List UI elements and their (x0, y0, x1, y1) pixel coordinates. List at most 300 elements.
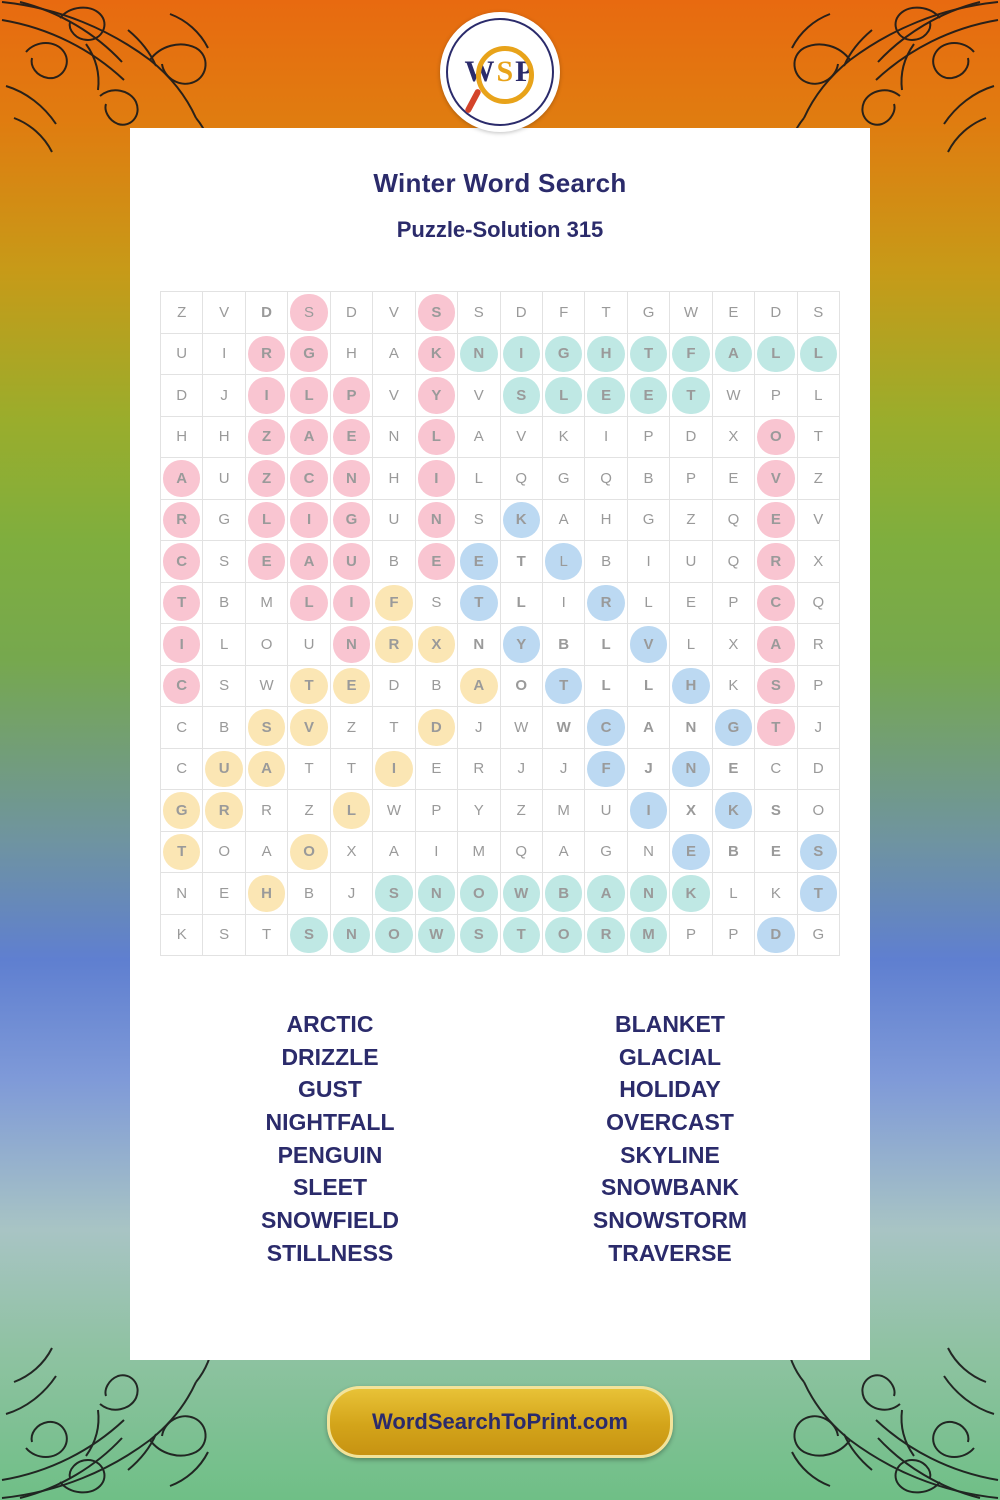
grid-letter: T (516, 552, 526, 570)
grid-letter: N (430, 511, 442, 529)
grid-letter: O (303, 843, 315, 861)
grid-cell (500, 416, 542, 458)
grid-cell (755, 873, 797, 915)
grid-cell (797, 333, 839, 375)
grid-letter: T (601, 303, 611, 321)
grid-letter: L (346, 801, 357, 819)
grid-cell (415, 831, 457, 873)
grid-letter: S (770, 677, 781, 695)
grid-cell (288, 748, 330, 790)
grid-cell (585, 416, 627, 458)
grid-letter: D (770, 303, 782, 321)
grid-cell (245, 541, 287, 583)
grid-cell (627, 582, 669, 624)
grid-row (161, 748, 840, 790)
grid-cell (670, 333, 712, 375)
grid-cell (755, 458, 797, 500)
grid-cell (373, 333, 415, 375)
grid-letter: E (601, 386, 612, 404)
grid-cell (458, 748, 500, 790)
grid-cell (373, 914, 415, 956)
grid-cell (288, 416, 330, 458)
grid-cell (797, 914, 839, 956)
grid-letter: S (304, 926, 315, 944)
grid-cell (161, 914, 203, 956)
grid-cell (712, 873, 754, 915)
grid-row (161, 458, 840, 500)
grid-cell (458, 790, 500, 832)
grid-cell (755, 665, 797, 707)
grid-letter: A (770, 635, 782, 653)
word-list-item: BLANKET (615, 1011, 725, 1037)
word-search-grid-wrapper (160, 291, 840, 956)
grid-letter: T (686, 386, 696, 404)
grid-cell (712, 333, 754, 375)
grid-letter: F (601, 760, 611, 778)
grid-letter: G (303, 345, 315, 363)
grid-cell (458, 707, 500, 749)
grid-letter: A (600, 884, 612, 902)
grid-letter: N (346, 469, 357, 487)
grid-cell (415, 541, 457, 583)
grid-cell (542, 914, 584, 956)
grid-cell (161, 873, 203, 915)
grid-cell (203, 873, 245, 915)
grid-letter: Z (516, 801, 526, 819)
grid-cell (500, 831, 542, 873)
grid-letter: X (813, 552, 824, 570)
grid-cell (755, 790, 797, 832)
grid-cell (373, 831, 415, 873)
grid-cell (458, 458, 500, 500)
grid-letter: X (685, 801, 696, 819)
grid-cell (330, 831, 372, 873)
grid-cell (670, 375, 712, 417)
grid-letter: S (473, 926, 484, 944)
grid-cell (458, 873, 500, 915)
grid-cell (500, 790, 542, 832)
grid-letter: V (473, 386, 484, 404)
grid-cell (161, 541, 203, 583)
grid-letter: T (177, 594, 187, 612)
grid-letter: Y (516, 635, 527, 653)
grid-letter: W (514, 884, 529, 902)
grid-letter: Y (473, 801, 484, 819)
grid-cell (712, 914, 754, 956)
grid-cell (670, 458, 712, 500)
grid-letter: L (304, 594, 314, 612)
grid-letter: B (219, 718, 230, 736)
grid-row (161, 790, 840, 832)
grid-cell (585, 582, 627, 624)
grid-letter: M (557, 801, 570, 819)
grid-cell (373, 790, 415, 832)
grid-letter: A (727, 345, 739, 363)
grid-cell (373, 375, 415, 417)
grid-letter: R (388, 635, 400, 653)
grid-row (161, 292, 840, 334)
grid-cell (288, 831, 330, 873)
grid-cell (203, 790, 245, 832)
grid-cell (203, 499, 245, 541)
grid-letter: J (347, 884, 356, 902)
grid-letter: L (686, 635, 696, 653)
grid-cell (585, 790, 627, 832)
grid-cell (500, 914, 542, 956)
grid-letter: E (261, 552, 272, 570)
grid-letter: P (813, 677, 824, 695)
grid-cell (415, 375, 457, 417)
grid-letter: I (349, 594, 354, 612)
grid-cell (458, 375, 500, 417)
grid-cell (288, 541, 330, 583)
grid-letter: L (729, 884, 738, 902)
grid-letter: C (770, 594, 782, 612)
word-list-column-right (520, 1008, 820, 1269)
grid-cell (500, 624, 542, 666)
grid-letter: O (260, 635, 273, 653)
grid-row (161, 416, 840, 458)
grid-letter: I (391, 760, 396, 778)
grid-letter: U (346, 552, 357, 570)
grid-cell (330, 416, 372, 458)
grid-row (161, 624, 840, 666)
word-list-item: HOLIDAY (619, 1076, 721, 1103)
grid-letter: A (558, 511, 569, 529)
grid-cell (415, 665, 457, 707)
grid-cell (797, 748, 839, 790)
grid-cell (415, 790, 457, 832)
grid-cell (288, 624, 330, 666)
grid-cell (712, 375, 754, 417)
grid-row (161, 375, 840, 417)
grid-cell (500, 333, 542, 375)
grid-cell (627, 665, 669, 707)
grid-cell (670, 665, 712, 707)
grid-letter: O (812, 801, 825, 819)
grid-letter: M (642, 926, 655, 944)
grid-cell (755, 707, 797, 749)
grid-letter: S (473, 511, 484, 529)
grid-cell (627, 790, 669, 832)
grid-cell (415, 458, 457, 500)
grid-cell (245, 416, 287, 458)
grid-cell (627, 873, 669, 915)
magnifier-handle-icon (464, 88, 482, 114)
grid-cell (288, 499, 330, 541)
grid-letter: H (176, 428, 188, 446)
word-list-item: SNOWSTORM (592, 1206, 748, 1233)
grid-letter: A (558, 843, 569, 861)
grid-letter: O (515, 677, 528, 695)
grid-cell (542, 333, 584, 375)
grid-letter: J (814, 718, 823, 736)
grid-cell (755, 624, 797, 666)
grid-cell (755, 499, 797, 541)
grid-letter: I (179, 635, 184, 653)
grid-cell (797, 416, 839, 458)
grid-letter: B (304, 884, 315, 902)
grid-cell (585, 665, 627, 707)
grid-letter: O (218, 843, 230, 861)
grid-letter: R (261, 345, 273, 363)
grid-letter: H (388, 469, 400, 487)
word-list-item: TRAVERSE (608, 1239, 732, 1266)
grid-cell (288, 790, 330, 832)
grid-letter: B (219, 594, 230, 612)
grid-letter: L (813, 345, 823, 363)
grid-letter: E (770, 511, 781, 529)
grid-letter: U (176, 345, 188, 363)
grid-letter: W (726, 386, 741, 404)
grid-cell (288, 582, 330, 624)
grid-letter: F (389, 594, 399, 612)
grid-letter: T (643, 345, 654, 363)
grid-cell (330, 458, 372, 500)
grid-letter: E (346, 677, 357, 695)
grid-letter: C (176, 760, 188, 778)
grid-cell (585, 458, 627, 500)
grid-cell (203, 292, 245, 334)
grid-letter: V (643, 635, 654, 653)
grid-letter: T (304, 760, 314, 778)
grid-cell (797, 375, 839, 417)
grid-letter: D (346, 303, 357, 321)
grid-cell (288, 873, 330, 915)
grid-letter: L (644, 594, 653, 612)
grid-cell (245, 914, 287, 956)
grid-letter: C (176, 718, 188, 736)
word-list-item: STILLNESS (266, 1239, 394, 1266)
grid-cell (755, 748, 797, 790)
grid-letter: T (389, 718, 399, 736)
grid-cell (500, 707, 542, 749)
grid-cell (415, 292, 457, 334)
grid-letter: N (346, 635, 357, 653)
grid-letter: I (434, 843, 439, 861)
grid-letter: X (431, 635, 442, 653)
grid-letter: P (728, 926, 739, 944)
word-list-item: NIGHTFALL (265, 1108, 395, 1135)
grid-cell (542, 375, 584, 417)
grid-letter: W (556, 718, 571, 736)
grid-letter: J (475, 718, 483, 736)
grid-letter: Z (262, 469, 272, 487)
grid-letter: L (219, 635, 229, 653)
grid-letter: W (514, 718, 529, 736)
grid-cell (458, 416, 500, 458)
grid-cell (755, 375, 797, 417)
grid-letter: O (472, 884, 485, 902)
grid-cell (627, 831, 669, 873)
grid-letter: A (303, 552, 315, 570)
grid-cell (627, 541, 669, 583)
grid-cell (330, 375, 372, 417)
grid-letter: X (728, 635, 739, 653)
grid-cell (585, 914, 627, 956)
grid-cell (542, 416, 584, 458)
grid-cell (627, 416, 669, 458)
grid-letter: I (306, 511, 312, 529)
grid-letter: P (643, 428, 654, 446)
grid-cell (458, 499, 500, 541)
grid-letter: G (345, 511, 358, 529)
grid-cell (458, 624, 500, 666)
grid-cell (712, 541, 754, 583)
grid-letter: Q (812, 594, 825, 612)
grid-cell (288, 333, 330, 375)
grid-cell (755, 914, 797, 956)
grid-cell (797, 665, 839, 707)
grid-cell (670, 541, 712, 583)
grid-row (161, 541, 840, 583)
grid-cell (712, 624, 754, 666)
grid-cell (670, 582, 712, 624)
grid-letter: S (219, 677, 230, 695)
grid-letter: B (727, 843, 739, 861)
grid-letter: T (262, 926, 272, 944)
grid-letter: S (813, 303, 824, 321)
grid-letter: Z (262, 428, 272, 446)
grid-cell (415, 624, 457, 666)
grid-cell (542, 499, 584, 541)
grid-cell (500, 541, 542, 583)
grid-letter: O (770, 428, 782, 446)
grid-letter: Z (686, 511, 696, 529)
grid-letter: R (812, 635, 824, 653)
grid-cell (755, 292, 797, 334)
grid-cell (755, 582, 797, 624)
word-list-item: GLACIAL (618, 1043, 722, 1070)
grid-letter: W (386, 801, 401, 819)
grid-letter: O (388, 926, 400, 944)
grid-letter: C (303, 469, 315, 487)
grid-cell (245, 790, 287, 832)
grid-letter: I (434, 469, 439, 487)
grid-cell (330, 333, 372, 375)
grid-cell (415, 333, 457, 375)
grid-cell (203, 748, 245, 790)
grid-cell (627, 499, 669, 541)
grid-letter: G (727, 718, 740, 736)
grid-letter: B (643, 469, 654, 487)
grid-cell (373, 665, 415, 707)
grid-letter: R (176, 511, 188, 529)
grid-cell (670, 831, 712, 873)
grid-letter: C (176, 677, 188, 695)
logo-letter-left: W (464, 55, 497, 88)
grid-letter: Q (727, 552, 740, 570)
grid-cell (542, 748, 584, 790)
grid-row (161, 665, 840, 707)
grid-letter: L (601, 635, 611, 653)
grid-cell (712, 665, 754, 707)
grid-letter: K (430, 345, 442, 363)
grid-letter: I (264, 386, 269, 404)
word-list-column-left (180, 1008, 480, 1269)
grid-letter: S (516, 386, 527, 404)
grid-cell (458, 914, 500, 956)
grid-letter: B (431, 677, 442, 695)
grid-cell (203, 831, 245, 873)
grid-letter: T (304, 677, 314, 695)
grid-cell (500, 292, 542, 334)
grid-cell (712, 707, 754, 749)
grid-letter: L (559, 386, 569, 404)
grid-letter: H (218, 428, 230, 446)
grid-letter: J (517, 760, 525, 778)
grid-letter: C (770, 760, 782, 778)
word-list-item: SKYLINE (620, 1141, 720, 1168)
grid-cell (542, 790, 584, 832)
word-list-item: PENGUIN (277, 1141, 383, 1168)
grid-cell (245, 831, 287, 873)
word-list (180, 1008, 820, 1269)
grid-letter: Z (813, 469, 823, 487)
grid-letter: D (388, 677, 400, 695)
grid-letter: V (388, 386, 399, 404)
grid-cell (458, 831, 500, 873)
grid-cell (670, 499, 712, 541)
grid-letter: K (515, 511, 527, 529)
grid-cell (585, 375, 627, 417)
grid-cell (330, 665, 372, 707)
grid-cell (542, 458, 584, 500)
grid-cell (288, 707, 330, 749)
site-logo (440, 12, 560, 132)
grid-letter: P (685, 926, 696, 944)
grid-letter: E (728, 469, 739, 487)
grid-letter: U (685, 552, 697, 570)
site-footer-label: WordSearchToPrint.com (372, 1409, 628, 1434)
grid-letter: S (388, 884, 399, 902)
grid-cell (585, 831, 627, 873)
grid-cell (670, 416, 712, 458)
grid-cell (670, 707, 712, 749)
grid-letter: P (685, 469, 696, 487)
grid-cell (712, 790, 754, 832)
grid-cell (500, 582, 542, 624)
site-footer-button[interactable] (327, 1386, 673, 1458)
grid-cell (542, 707, 584, 749)
grid-cell (203, 665, 245, 707)
grid-cell (627, 458, 669, 500)
grid-cell (500, 499, 542, 541)
grid-cell (670, 748, 712, 790)
grid-cell (585, 707, 627, 749)
grid-letter: I (604, 428, 609, 446)
grid-cell (415, 914, 457, 956)
grid-cell (330, 790, 372, 832)
grid-letter: T (346, 760, 357, 778)
grid-letter: K (685, 884, 697, 902)
grid-cell (670, 914, 712, 956)
grid-cell (330, 582, 372, 624)
grid-letter: D (176, 386, 188, 404)
grid-letter: H (261, 884, 273, 902)
grid-letter: S (431, 594, 442, 612)
grid-row (161, 499, 840, 541)
word-search-grid (160, 291, 840, 956)
grid-cell (245, 333, 287, 375)
grid-cell (373, 582, 415, 624)
grid-cell (288, 914, 330, 956)
grid-letter: B (558, 635, 570, 653)
grid-cell (245, 873, 287, 915)
grid-cell (161, 375, 203, 417)
grid-letter: Q (600, 469, 612, 487)
grid-letter: G (642, 303, 655, 321)
